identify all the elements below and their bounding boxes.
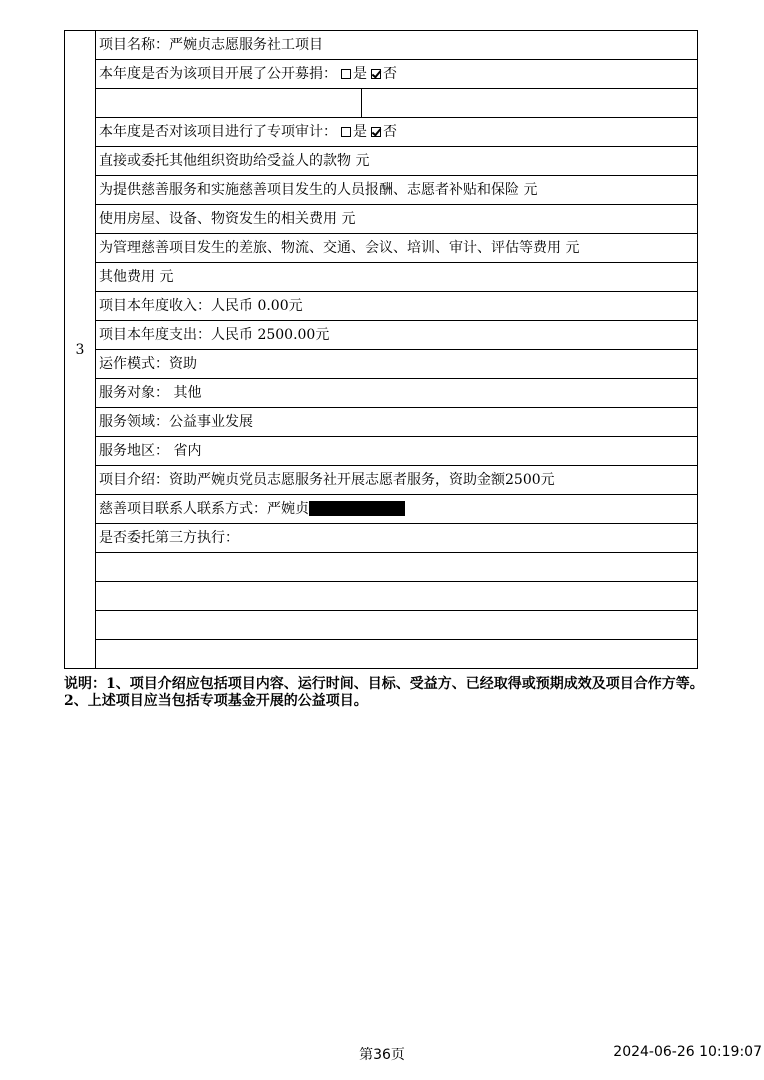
note-line-2: 2、上述项目应当包括专项基金开展的公益项目。 [64, 693, 368, 709]
service-field-row: 服务领域：公益事业发展 [96, 408, 698, 437]
operation-mode-row: 运作模式：资助 [96, 350, 698, 379]
audit-yes-label: 是 [353, 124, 367, 140]
notes-section [64, 676, 704, 710]
expense-row: 为管理慈善项目发生的差旅、物流、交通、会议、培训、审计、评估等费用 元 [96, 234, 698, 263]
fundraising-row [96, 60, 698, 89]
contact-row [96, 495, 698, 524]
empty-row [96, 611, 698, 640]
project-form-table [64, 30, 698, 669]
expense-row: 直接或委托其他组织资助给受益人的款物 元 [96, 147, 698, 176]
service-target-row: 服务对象： 其他 [96, 379, 698, 408]
fundraising-yes-checkbox[interactable] [341, 69, 351, 79]
audit-no-checkbox[interactable] [371, 127, 381, 137]
income-row: 项目本年度收入：人民币 0.00元 [96, 292, 698, 321]
page-number: 第36页 [359, 1047, 405, 1063]
project-intro-row: 项目介绍：资助严婉贞党员志愿服务社开展志愿者服务，资助金额2500元 [96, 466, 698, 495]
audit-yes-checkbox[interactable] [341, 127, 351, 137]
empty-row [96, 553, 698, 582]
project-index: 3 [65, 31, 96, 669]
expenditure-row: 项目本年度支出：人民币 2500.00元 [96, 321, 698, 350]
fundraising-label: 本年度是否为该项目开展了公开募捐： [99, 66, 337, 82]
contact-label: 慈善项目联系人联系方式：严婉贞 [99, 501, 309, 517]
note-line-1: 说明：1、项目介绍应包括项目内容、运行时间、目标、受益方、已经取得或预期成效及项目合作方等。 [64, 676, 704, 692]
fundraising-no-label: 否 [383, 66, 397, 82]
audit-no-label: 否 [383, 124, 397, 140]
empty-row [96, 582, 698, 611]
expense-row: 其他费用 元 [96, 263, 698, 292]
service-region-row: 服务地区： 省内 [96, 437, 698, 466]
project-name: 项目名称：严婉贞志愿服务社工项目 [96, 31, 698, 60]
redaction-block [309, 501, 405, 516]
audit-label: 本年度是否对该项目进行了专项审计： [99, 124, 337, 140]
blank-cell-left [96, 89, 362, 118]
audit-row [96, 118, 698, 147]
timestamp: 2024-06-26 10:19:07 [613, 1044, 762, 1060]
blank-cell-right [362, 89, 698, 118]
fundraising-yes-label: 是 [353, 66, 367, 82]
fundraising-no-checkbox[interactable] [371, 69, 381, 79]
third-party-row: 是否委托第三方执行： [96, 524, 698, 553]
expense-row: 为提供慈善服务和实施慈善项目发生的人员报酬、志愿者补贴和保险 元 [96, 176, 698, 205]
empty-row [96, 640, 698, 669]
expense-row: 使用房屋、设备、物资发生的相关费用 元 [96, 205, 698, 234]
